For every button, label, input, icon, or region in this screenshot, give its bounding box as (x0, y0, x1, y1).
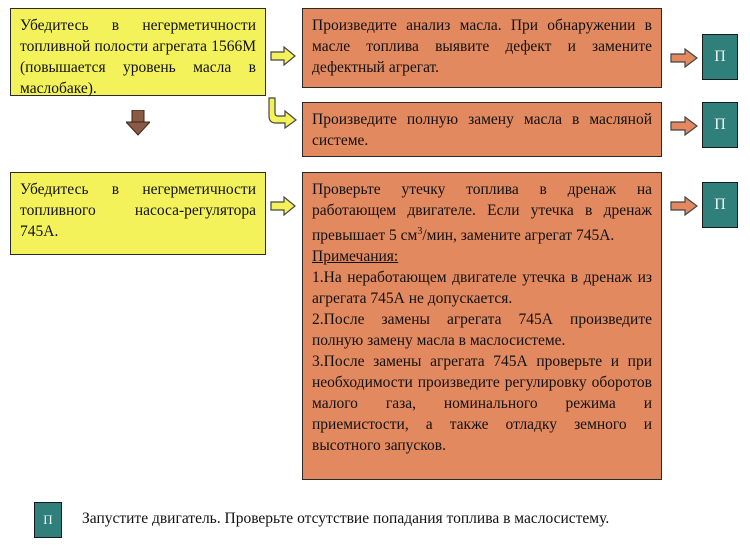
check-box-2 (10, 172, 266, 255)
action-box-2 (302, 102, 662, 157)
check-1-text: Убедитесь в негерметичности топливной полости агрегата 1566М (повышается уровень масла в маслобаке). (20, 17, 256, 97)
action-3-main: Проверьте утечку топлива в дренаж на работающем двигателе. Если утечка в дренаж превышает 5 $см^3$/мин, замените агрегат 745А. (312, 181, 652, 245)
legend-marker: П (34, 502, 62, 538)
proceed-marker-2: П (702, 102, 738, 148)
down-arrow-icon (126, 110, 150, 136)
right-arrow-icon (670, 48, 698, 68)
note-2: 2.После замены агрегата 745А произведите полную замену масла в маслосистеме. (312, 311, 652, 350)
bent-arrow-icon (264, 96, 298, 130)
note-1: 1.На неработающем двигателе утечка в дренаж из агрегата 745А не допускается. (312, 269, 652, 308)
legend-text: Запустите двигатель. Проверьте отсутствие попадания топлива в маслосистему. (82, 510, 610, 527)
right-arrow-icon (270, 46, 296, 66)
action-1-text: Произведите анализ масла. При обнаружении в масле топлива выявите дефект и замените дефектный агрегат. (312, 17, 652, 76)
proceed-marker-1: П (702, 34, 738, 80)
check-box-1 (10, 8, 266, 96)
action-box-1 (302, 8, 662, 88)
note-3: 3.После замены агрегата 745А проверьте и при необходимости произведите регулировку оборотов малого газа, номинального режима и приемистости, а также отладку земного и высотного запусков. (312, 353, 652, 455)
notes-title: Примечания: (312, 248, 399, 266)
action-box-3 (302, 172, 662, 480)
action-2-text: Произведите полную замену масла в масляной системе. (312, 111, 652, 149)
right-arrow-icon (670, 116, 698, 136)
proceed-marker-3: П (702, 182, 738, 228)
right-arrow-icon (670, 196, 698, 216)
check-2-text: Убедитесь в негерметичности топливного насоса-регулятора 745А. (20, 181, 256, 240)
right-arrow-icon (270, 196, 296, 216)
